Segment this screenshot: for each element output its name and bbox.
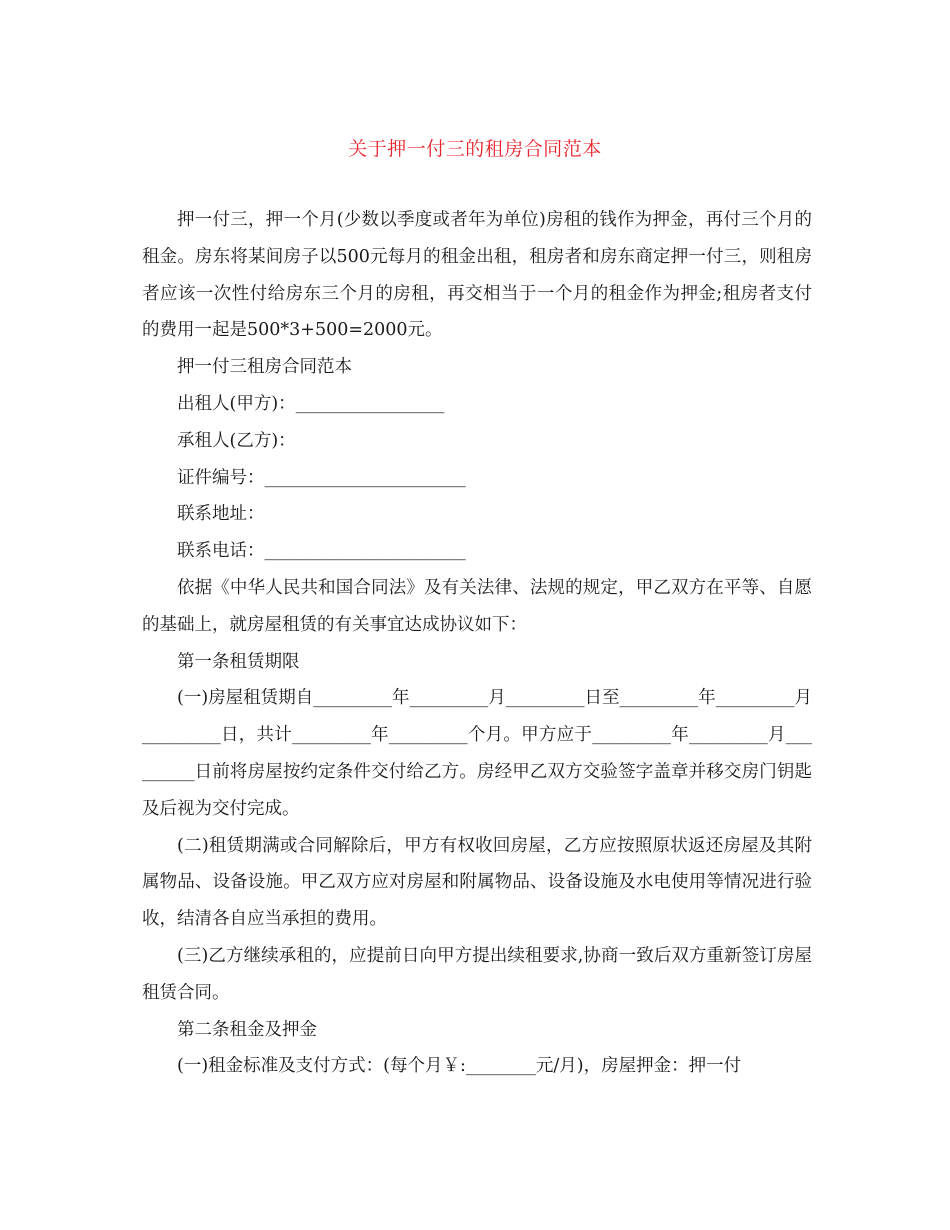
preamble-paragraph: 依据《中华人民共和国合同法》及有关法律、法规的规定，甲乙双方在平等、自愿的基础上，就房屋租赁的有关事宜达成协议如下： — [142, 577, 812, 635]
article-2-clause-1: (一)租金标准及支付方式：(每个月￥:________元/月)，房屋押金：押一付 — [177, 1056, 742, 1077]
article-1-clause-2: (二)租赁期满或合同解除后，甲方有权收回房屋，乙方应按照原状返还房屋及其附属物品、设备设施。甲乙双方应对房屋和附属物品、设备设施及水电使用等情况进行验收，结清各自应当承担的费用。 — [142, 835, 812, 930]
lessor-field: 出租人(甲方)：_________________ — [177, 393, 445, 414]
intro-paragraph: 押一付三，押一个月(少数以季度或者年为单位)房租的钱作为押金，再付三个月的租金。房东将某间房子以500元每月的租金出租，租房者和房东商定押一付三，则租房者应该一次性付给房东三个月的房租，再交相当于一个月的租金作为押金;租房者支付的费用一起是500*3+500=2000元。 — [142, 210, 812, 341]
article-1-heading: 第一条租赁期限 — [177, 651, 300, 672]
document-title: 关于押一付三的租房合同范本 — [348, 138, 602, 160]
phone-field: 联系电话：_______________________ — [177, 541, 466, 562]
address-field: 联系地址： — [177, 504, 265, 525]
contract-heading: 押一付三租房合同范本 — [177, 357, 352, 378]
lessee-field: 承租人(乙方)： — [177, 430, 296, 451]
article-2-heading: 第二条租金及押金 — [177, 1019, 317, 1040]
id-number-field: 证件编号：_______________________ — [177, 467, 466, 488]
article-1-clause-3: (三)乙方继续承租的，应提前日向甲方提出续租要求,协商一致后双方重新签订房屋租赁合同。 — [142, 945, 812, 1003]
document-body — [142, 202, 812, 1085]
article-1-clause-1: (一)房屋租赁期自_________年_________月_________日至_________年_________月_________日，共计_________年_________个月。甲方应于_________年_________月_________日前将房屋按约定条件交付给乙方。房经甲乙双方交验签字盖章并移交房门钥匙及后视为交付完成。 — [142, 688, 812, 819]
